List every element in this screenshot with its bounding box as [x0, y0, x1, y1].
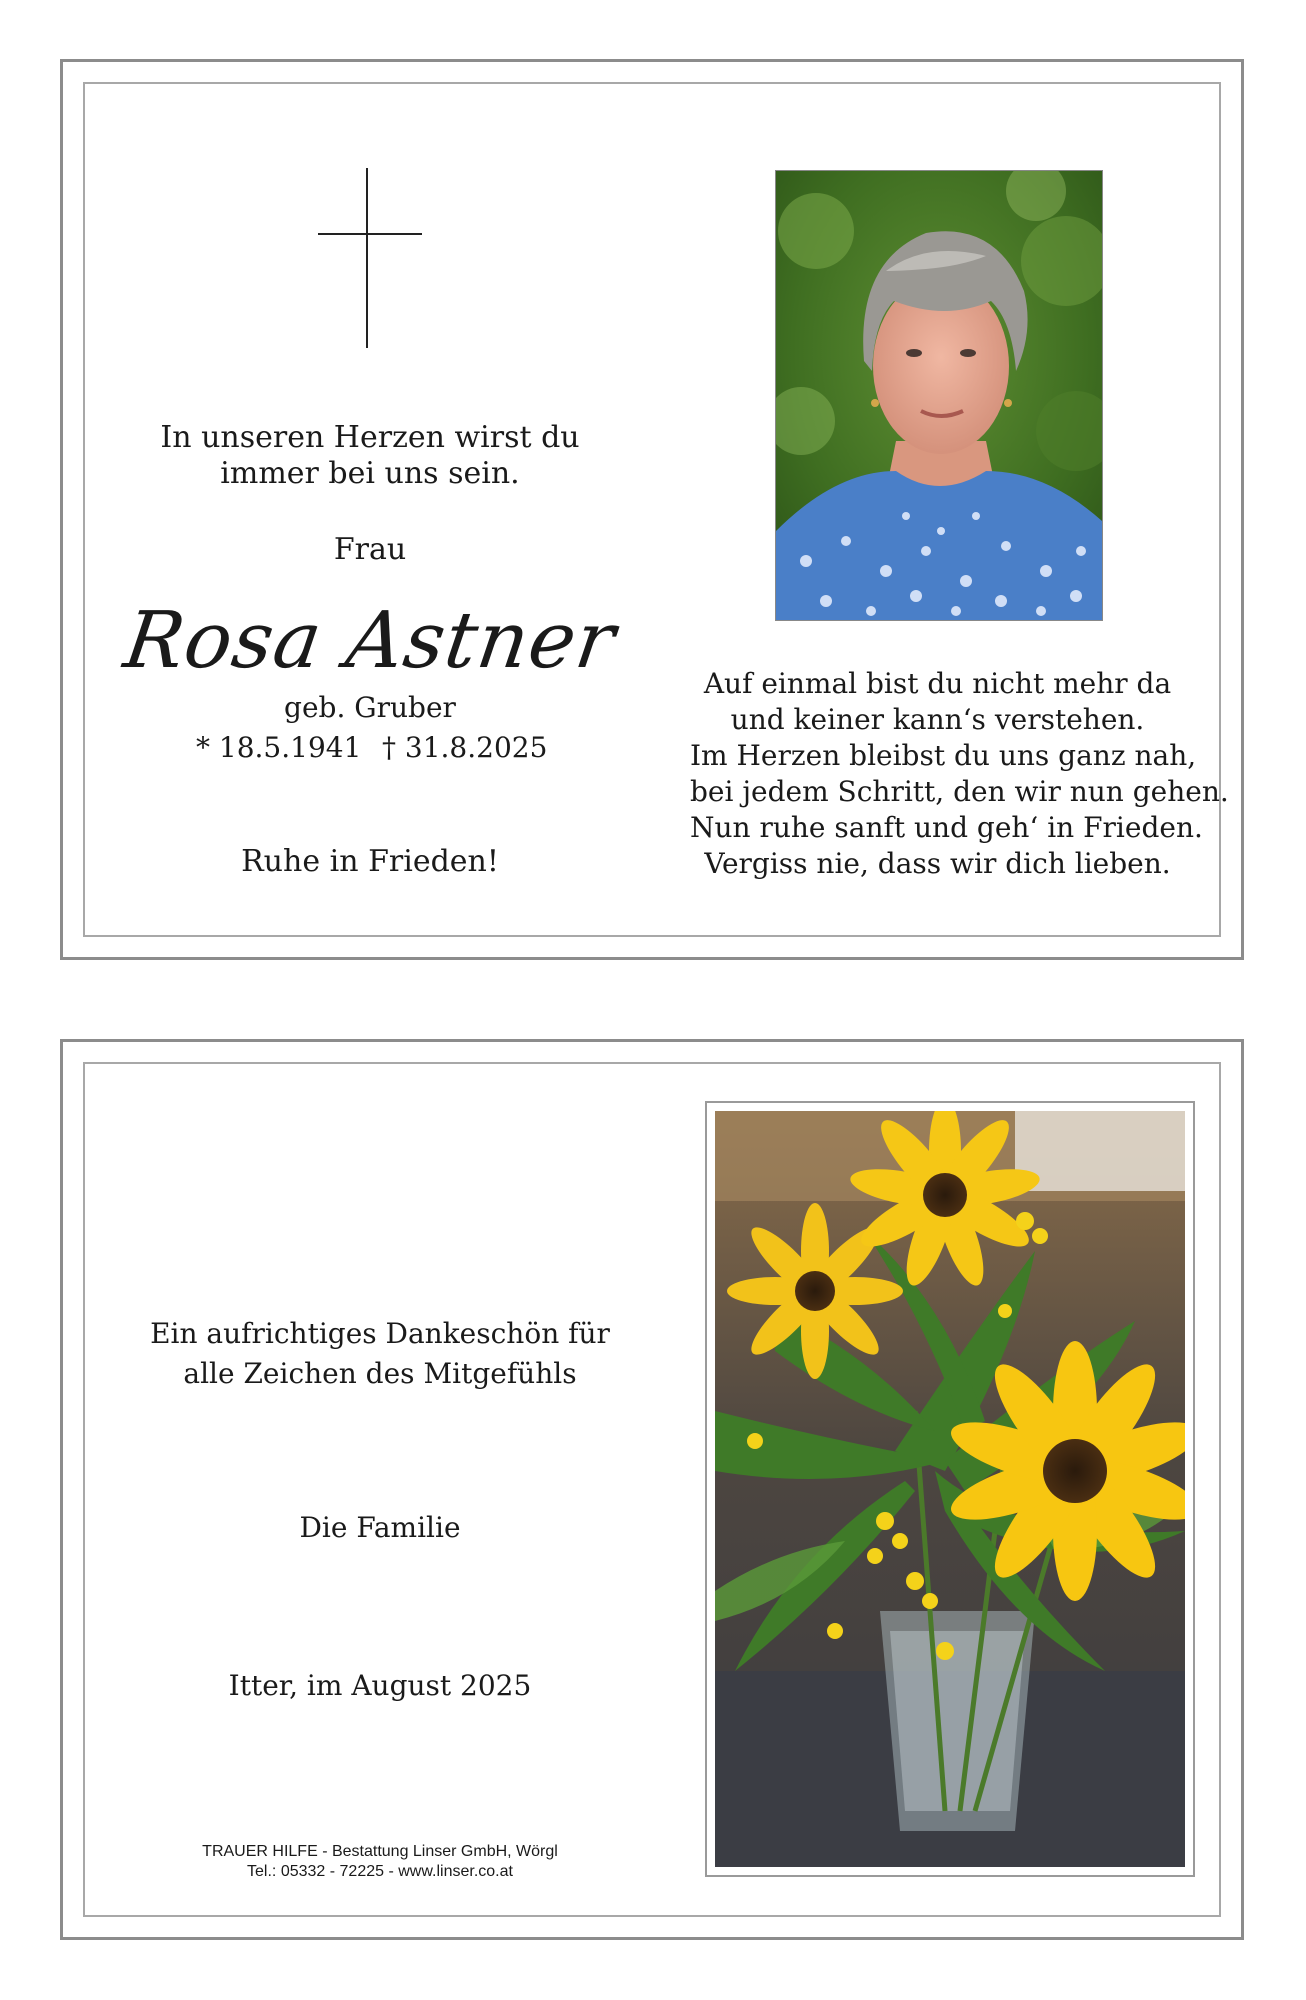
poem-line: Auf einmal bist du nicht mehr da [703, 667, 1172, 700]
verse-top [120, 420, 620, 492]
death-date: † 31.8.2025 [382, 731, 548, 764]
poem-line: Im Herzen bleibst du uns ganz nah, [690, 739, 1197, 772]
verse-line: In unseren Herzen wirst du [160, 420, 580, 455]
thanks-text [130, 1314, 630, 1394]
poem-line: Vergiss nie, dass wir dich lieben. [704, 847, 1171, 880]
family-signature: Die Familie [299, 1511, 461, 1544]
poem [690, 666, 1229, 882]
thanks-line: Ein aufrichtiges Dankeschön für [150, 1317, 610, 1350]
footer-line: TRAUER HILFE - Bestattung Linser GmbH, Wörgl [202, 1843, 558, 1860]
poem-line: Nun ruhe sanft und geh‘ in Frieden. [690, 811, 1203, 844]
place-date: Itter, im August 2025 [228, 1669, 532, 1702]
salutation: Frau [333, 532, 407, 567]
footer-line: Tel.: 05332 - 72225 - www.linser.co.at [247, 1863, 513, 1880]
funeral-home-footer [130, 1842, 630, 1882]
poem-line: bei jedem Schritt, den wir nun gehen. [690, 775, 1229, 808]
maiden-name: geb. Gruber [284, 691, 456, 724]
portrait-photo [775, 170, 1103, 621]
thanks-line: alle Zeichen des Mitgefühls [183, 1357, 577, 1390]
birth-date: * 18.5.1941 [196, 731, 362, 764]
closing-line: Ruhe in Frieden! [241, 844, 499, 879]
verse-line: immer bei uns sein. [220, 456, 520, 491]
deceased-name: Rosa Astner [118, 596, 622, 686]
poem-line: und keiner kann‘s verstehen. [730, 703, 1145, 736]
sunflower-bouquet-photo [705, 1101, 1195, 1877]
